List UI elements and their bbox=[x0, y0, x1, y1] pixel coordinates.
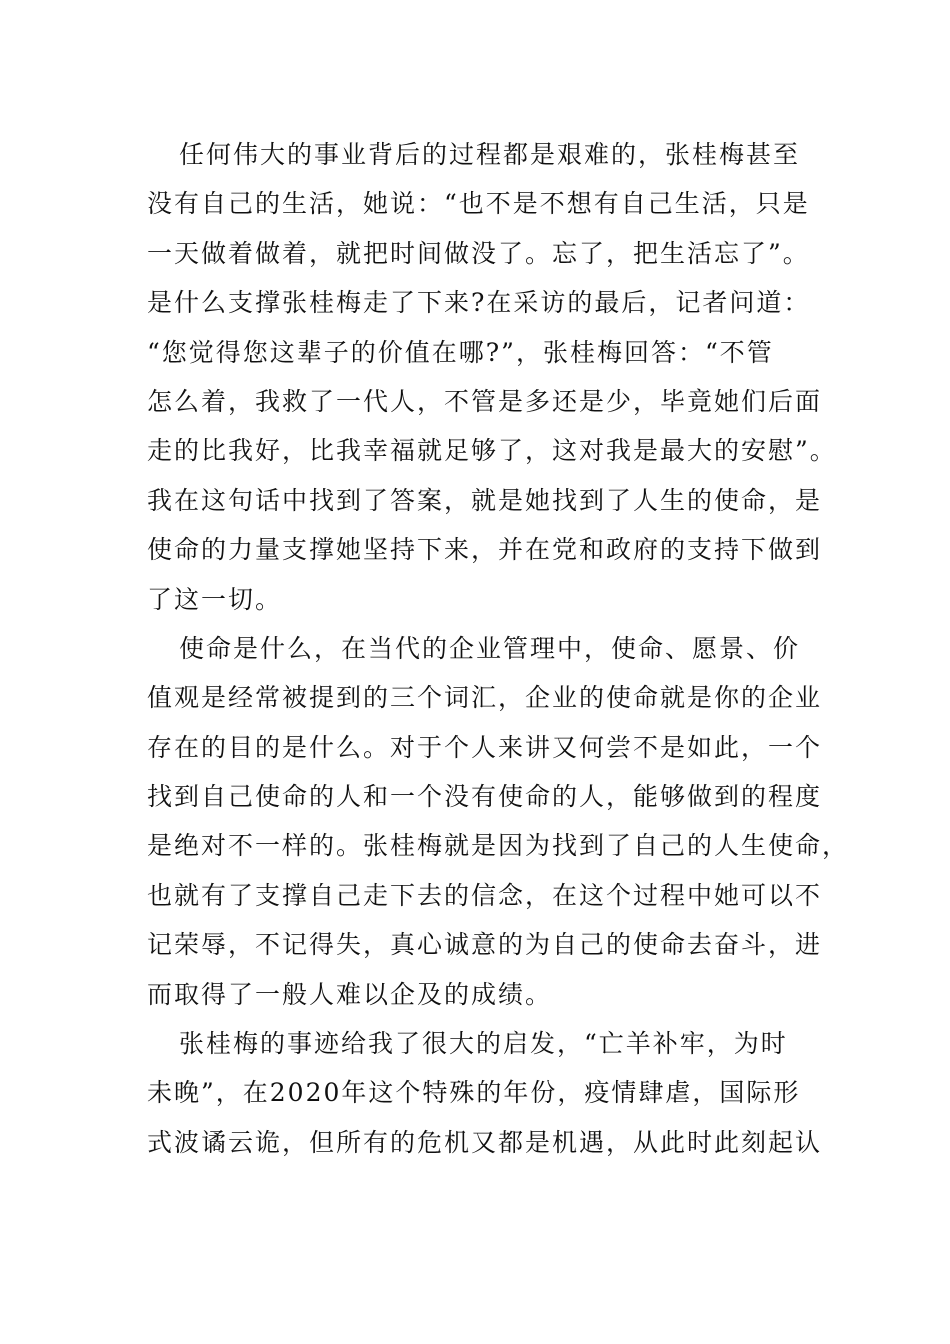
paragraph-1-line-3: 一天做着做着，就把时间做没了。忘了，把生活忘了”。 bbox=[147, 238, 810, 268]
paragraph-2-line-2: 值观是经常被提到的三个词汇，企业的使命就是你的企业 bbox=[147, 683, 823, 713]
paragraph-2-line-4: 找到自己使命的人和一个没有使命的人，能够做到的程度 bbox=[147, 782, 823, 812]
paragraph-2-line-7: 记荣辱，不记得失，真心诚意的为自己的使命去奋斗，进 bbox=[147, 930, 823, 960]
paragraph-1-line-6: 怎么着，我救了一代人，不管是多还是少，毕竟她们后面 bbox=[147, 386, 823, 416]
paragraph-2-line-5: 是绝对不一样的。张桂梅就是因为找到了自己的人生使命， bbox=[147, 831, 850, 861]
paragraph-2-line-8: 而取得了一般人难以企及的成绩。 bbox=[147, 979, 553, 1009]
paragraph-1-line-4: 是什么支撑张桂梅走了下来?在采访的最后，记者问道： bbox=[147, 288, 811, 318]
paragraph-3-line-2: 未晚”，在2020年这个特殊的年份，疫情肆虐，国际形 bbox=[147, 1078, 801, 1108]
paragraph-1-line-10: 了这一切。 bbox=[147, 584, 283, 614]
paragraph-2-line-1: 使命是什么，在当代的企业管理中，使命、愿景、价 bbox=[179, 633, 801, 663]
paragraph-3-line-3: 式波谲云诡，但所有的危机又都是机遇，从此时此刻起认 bbox=[147, 1127, 823, 1157]
paragraph-1-line-8: 我在这句话中找到了答案，就是她找到了人生的使命，是 bbox=[147, 485, 823, 515]
paragraph-1-line-2: 没有自己的生活，她说：“也不是不想有自己生活，只是 bbox=[147, 189, 810, 219]
paragraph-2-line-3: 存在的目的是什么。对于个人来讲又何尝不是如此，一个 bbox=[147, 732, 823, 762]
paragraph-1-line-7: 走的比我好，比我幸福就足够了，这对我是最大的安慰”。 bbox=[147, 436, 837, 466]
paragraph-3-line-1: 张桂梅的事迹给我了很大的启发，“亡羊补牢，为时 bbox=[179, 1029, 788, 1059]
paragraph-1-line-9: 使命的力量支撑她坚持下来，并在党和政府的支持下做到 bbox=[147, 535, 823, 565]
paragraph-1-line-1: 任何伟大的事业背后的过程都是艰难的，张桂梅甚至 bbox=[179, 140, 801, 169]
paragraph-2-line-6: 也就有了支撑自己走下去的信念，在这个过程中她可以不 bbox=[147, 880, 823, 910]
paragraph-1-line-5: “您觉得您这辈子的价值在哪?”，张桂梅回答：“不管 bbox=[147, 337, 774, 367]
body-text bbox=[147, 130, 850, 1167]
